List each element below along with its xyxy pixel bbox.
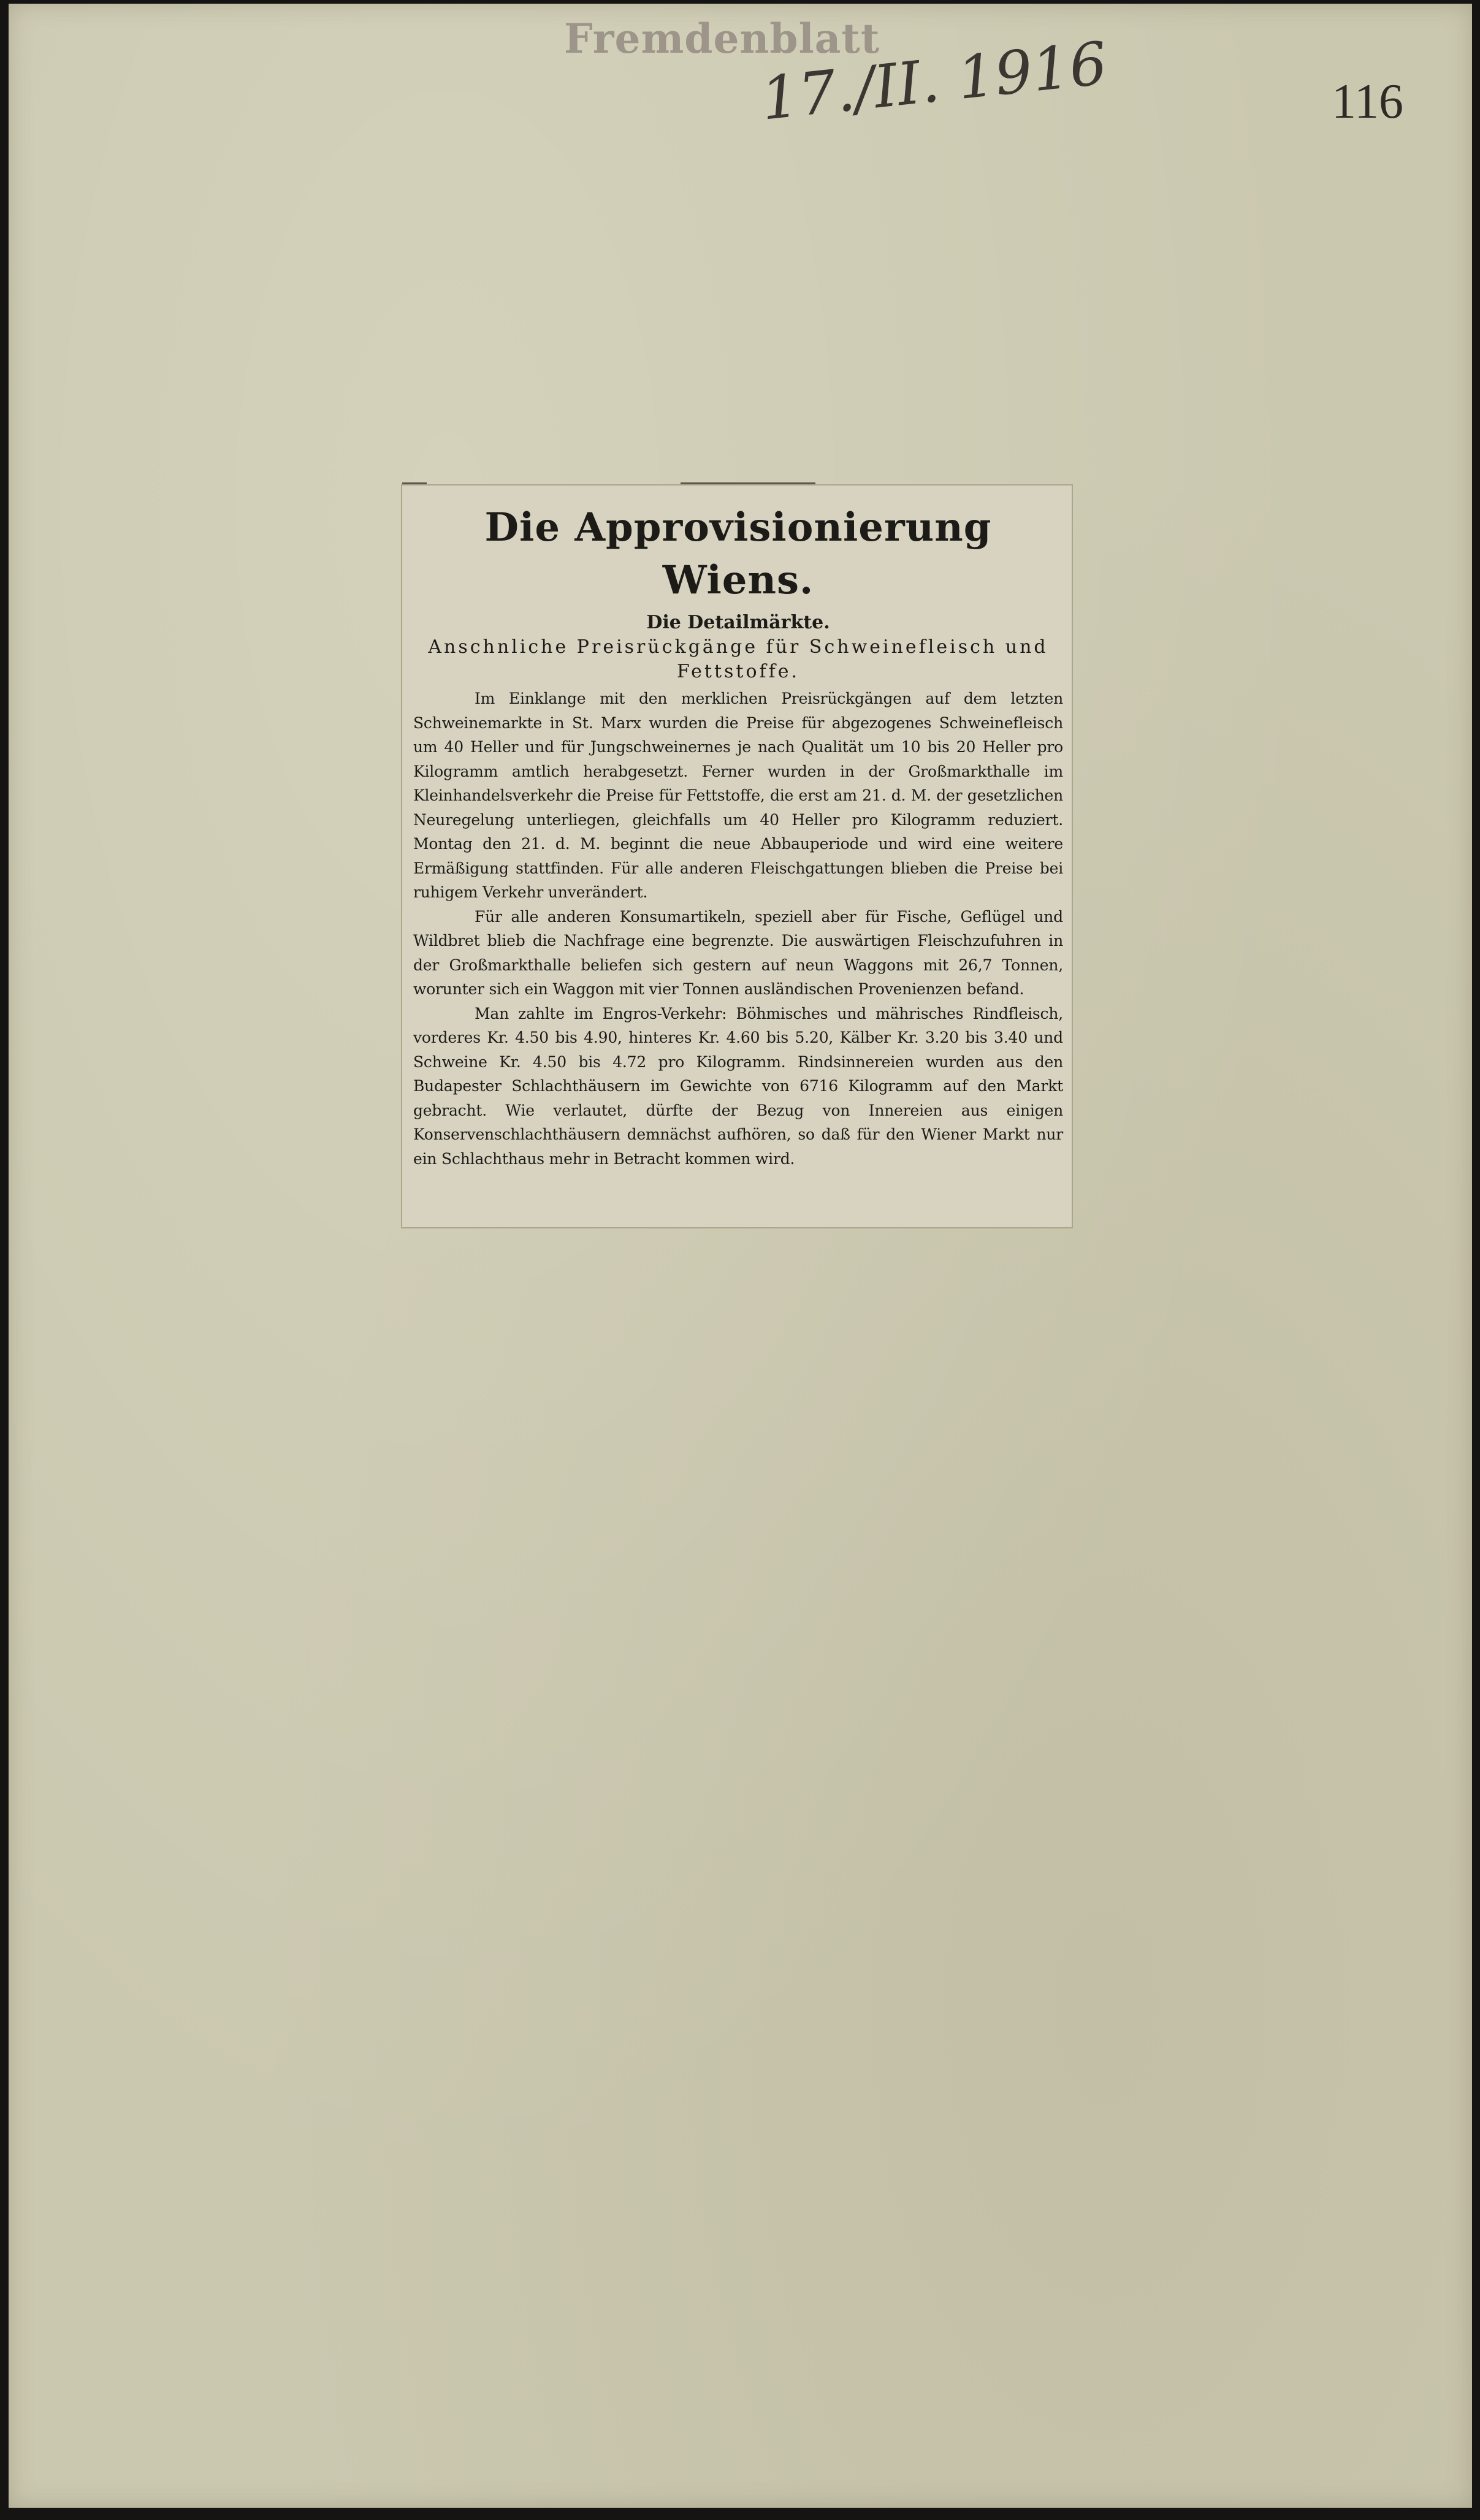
article-body [413, 687, 1063, 1171]
article-paragraph: Im Einklange mit den merklichen Preisrückgängen auf dem letzten Schweinemarkte in St. Marx wurden die Preise für abgezogenes Schweinefleisch um 40 Heller und für Jungschweinernes je nach Qualität um 10 bis 20 Heller pro Kilogramm amtlich herabgesetzt. Ferner wurden in der Großmarkthalle im Kleinhandelsverkehr die Preise für Fettstoffe, die erst am 21. d. M. der gesetzlichen Neuregelung unterliegen, gleichfalls um 40 Heller pro Kilogramm reduziert. Montag den 21. d. M. beginnt die neue Abbauperiode und wird eine weitere Ermäßigung stattfinden. Für alle anderen Fleischgattungen blieben die Preise bei ruhigem Verkehr unverändert. [413, 690, 1063, 901]
article-subheadline: Die Detailmärkte. [646, 612, 830, 633]
article-paragraph: Man zahlte im Engros-Verkehr: Böhmisches und mährisches Rindfleisch, vorderes Kr. 4.50 bis 4.90, hinteres Kr. 4.60 bis 5.20, Kälber Kr. 3.20 bis 3.40 und Schweine Kr. 4.50 bis 4.72 pro Kilogramm. Rindsinnereien wurden aus den Budapester Schlachthäusern im Gewichte von 6716 Kilogramm auf den Markt gebracht. Wie verlautet, dürfte der Bezug von Innereien aus einigen Konservenschlachthäusern demnächst aufhören, so daß für den Wiener Markt nur ein Schlachthaus mehr in Betracht kommen wird. [413, 1004, 1063, 1168]
archive-sheet [9, 4, 1472, 2508]
article-paragraph: Für alle anderen Konsumartikeln, speziell aber für Fische, Geflügel und Wildbret blieb die Nachfrage eine begrenzte. Die auswärtigen Fleischzufuhren in der Großmarkthalle beliefen sich gestern auf neun Waggons mit 26,7 Tonnen, worunter sich ein Waggon mit vier Tonnen ausländischen Provenienzen befand. [413, 907, 1063, 998]
article-deck: Anschnliche Preisrückgänge für Schweinefleisch und Fettstoffe. [428, 636, 1048, 682]
article-headline: Die Approvisionierung Wiens. [484, 504, 992, 603]
newspaper-name-stamp: Fremdenblatt [564, 15, 880, 63]
handwritten-date: 17./II. 1916 [758, 29, 1110, 134]
page-number: 116 [1332, 75, 1404, 129]
newspaper-clipping [401, 484, 1073, 1228]
